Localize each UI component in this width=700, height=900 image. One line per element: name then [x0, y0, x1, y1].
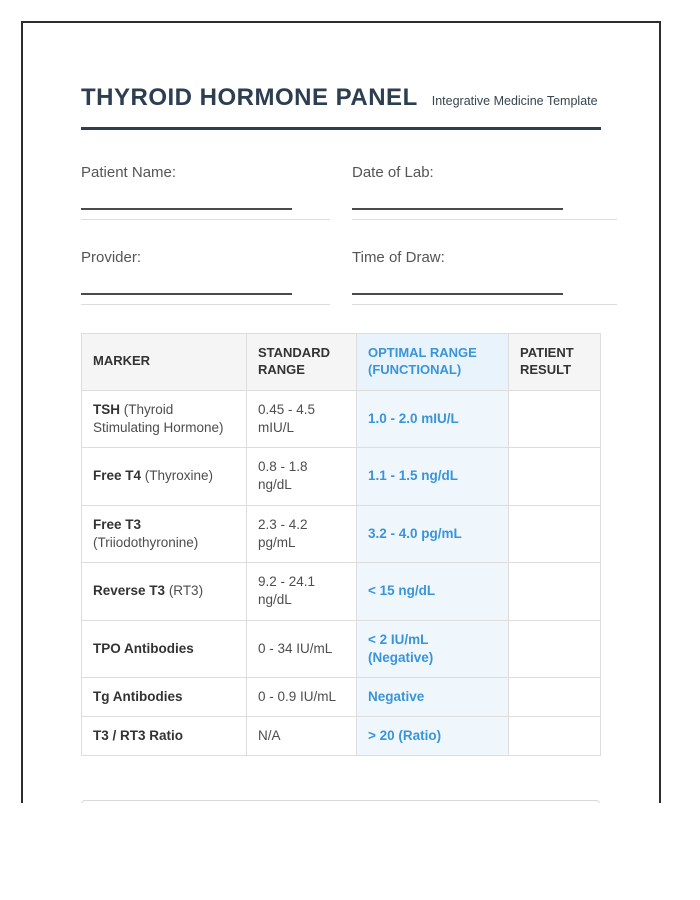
table-row-t3-rt3-ratio: [82, 717, 601, 756]
optimal-range-cell: 1.0 - 2.0 mIU/L: [357, 390, 509, 447]
table-row-tsh: [82, 390, 601, 447]
optimal-range-cell: Negative: [357, 677, 509, 716]
provider-label: Provider:: [81, 249, 142, 266]
thyroid-panel-table: [81, 333, 601, 756]
column-header-marker: MARKER: [82, 334, 247, 391]
title-divider: [81, 86, 601, 130]
patient-result-cell[interactable]: [509, 620, 601, 677]
marker-description: (RT3): [165, 583, 204, 599]
marker-cell: [82, 448, 247, 505]
standard-range-cell: 9.2 - 24.1 ng/dL: [247, 563, 357, 620]
document-page: [21, 21, 661, 803]
standard-range-cell: 2.3 - 4.2 pg/mL: [247, 505, 357, 562]
standard-range-cell: 0.8 - 1.8 ng/dL: [247, 448, 357, 505]
marker-description: (Thyroxine): [141, 468, 214, 484]
marker-cell: [82, 390, 247, 447]
time-of-draw-label: Time of Draw:: [352, 249, 445, 266]
provider-input-line[interactable]: [81, 293, 292, 295]
column-header-optimal-range: OPTIMAL RANGE (FUNCTIONAL): [357, 334, 509, 391]
date-of-lab-input-line[interactable]: [352, 208, 563, 210]
marker-name: Free T4: [93, 468, 142, 484]
page-title: THYROID HORMONE PANEL: [81, 84, 418, 111]
patient-name-label: Patient Name:: [81, 164, 177, 181]
field-date-of-lab: [352, 163, 617, 220]
standard-range-cell: 0 - 34 IU/mL: [247, 620, 357, 677]
marker-cell: [82, 620, 247, 677]
marker-name: Free T3: [93, 516, 142, 532]
date-of-lab-label: Date of Lab:: [352, 164, 434, 181]
marker-description: (Thyroid Stimulating Hormone): [93, 401, 224, 435]
standard-range-cell: N/A: [247, 717, 357, 756]
page-content: [23, 86, 659, 803]
table-row-free-t3: [82, 505, 601, 562]
standard-range-cell: 0 - 0.9 IU/mL: [247, 677, 357, 716]
field-time-of-draw: [352, 248, 617, 305]
patient-result-cell[interactable]: [509, 390, 601, 447]
optimal-range-cell: 3.2 - 4.0 pg/mL: [357, 505, 509, 562]
marker-name: Reverse T3: [93, 583, 166, 599]
patient-result-cell[interactable]: [509, 448, 601, 505]
table-row-tg-antibodies: [82, 677, 601, 716]
column-header-standard-range: STANDARD RANGE: [247, 334, 357, 391]
field-patient-name: [81, 163, 330, 220]
table-row-reverse-t3: [82, 563, 601, 620]
table-row-free-t4: [82, 448, 601, 505]
optimal-range-cell: < 15 ng/dL: [357, 563, 509, 620]
optimal-range-cell: > 20 (Ratio): [357, 717, 509, 756]
column-header-patient-result: PATIENT RESULT: [509, 334, 601, 391]
field-provider: [81, 248, 330, 305]
marker-cell: [82, 677, 247, 716]
marker-name: Tg Antibodies: [93, 688, 183, 704]
standard-range-cell: 0.45 - 4.5 mIU/L: [247, 390, 357, 447]
patient-info-fields: [81, 163, 601, 305]
marker-cell: [82, 505, 247, 562]
marker-cell: [82, 717, 247, 756]
optimal-range-cell: 1.1 - 1.5 ng/dL: [357, 448, 509, 505]
marker-name: TPO Antibodies: [93, 640, 194, 656]
patient-name-input-line[interactable]: [81, 208, 292, 210]
marker-description: (Triiodothyronine): [93, 534, 199, 550]
patient-result-cell[interactable]: [509, 563, 601, 620]
table-header-row: [82, 334, 601, 391]
optimal-range-cell: < 2 IU/mL (Negative): [357, 620, 509, 677]
time-of-draw-input-line[interactable]: [352, 293, 563, 295]
patient-result-cell[interactable]: [509, 717, 601, 756]
marker-name: T3 / RT3 Ratio: [93, 728, 184, 744]
patient-result-cell[interactable]: [509, 677, 601, 716]
patient-result-cell[interactable]: [509, 505, 601, 562]
marker-cell: [82, 563, 247, 620]
marker-name: TSH: [93, 401, 120, 417]
table-row-tpo-antibodies: [82, 620, 601, 677]
page-subtitle: Integrative Medicine Template: [431, 94, 598, 108]
notes-box[interactable]: [81, 800, 600, 803]
